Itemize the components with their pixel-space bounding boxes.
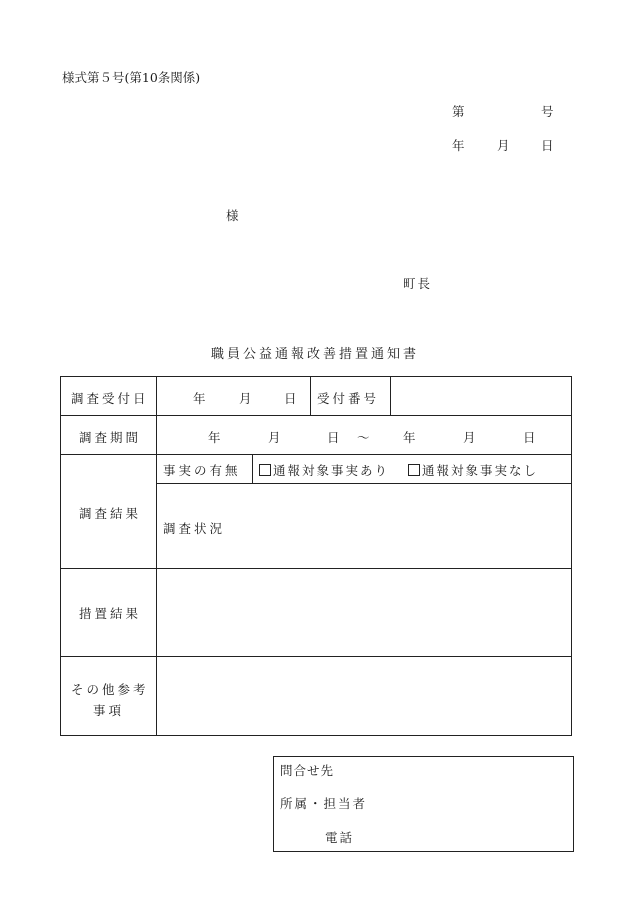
checkbox-icon[interactable]: [259, 464, 271, 476]
row-divider: [61, 568, 571, 569]
row-divider: [61, 454, 571, 455]
option-fact-none-label: 通報対象事実なし: [422, 463, 539, 478]
period-end-month: 月: [463, 430, 479, 445]
notice-form-table: [60, 376, 572, 736]
option-fact-exists-label: 通報対象事実あり: [273, 463, 390, 478]
option-fact-none[interactable]: [408, 461, 538, 479]
receipt-date-day: 日: [284, 391, 300, 406]
document-number-prefix: 第: [452, 104, 465, 119]
period-start-month: 月: [268, 430, 284, 445]
contact-heading: 問合せ先: [280, 763, 335, 778]
option-fact-exists[interactable]: [259, 461, 389, 479]
contact-phone-label: 電話: [325, 830, 355, 845]
issue-date-day: 日: [541, 138, 554, 153]
period-start-year: 年: [208, 430, 224, 445]
other-notes-label-line1: その他参考: [71, 682, 149, 697]
label-column-divider: [156, 377, 157, 736]
receipt-date-month: 月: [239, 391, 255, 406]
cell-divider: [310, 377, 311, 415]
receipt-date-year: 年: [193, 391, 209, 406]
other-notes-label-line2: 事項: [93, 703, 125, 718]
survey-period-label: 調査期間: [79, 430, 142, 445]
measure-result-label: 措置結果: [79, 606, 142, 621]
period-start-day: 日: [327, 430, 343, 445]
document-number-suffix: 号: [541, 104, 554, 119]
period-end-day: 日: [523, 430, 539, 445]
fact-existence-label: 事実の有無: [163, 463, 241, 478]
period-tilde: ～: [357, 430, 373, 445]
issue-date-month: 月: [497, 138, 510, 153]
document-title: 職員公益通報改善措置通知書: [210, 347, 419, 362]
form-number-label: 様式第５号(第10条関係): [62, 70, 201, 85]
contact-department-label: 所属・担当者: [280, 796, 368, 811]
sender-title: 町長: [403, 276, 433, 291]
period-end-year: 年: [403, 430, 419, 445]
cell-divider: [390, 377, 391, 415]
checkbox-icon[interactable]: [408, 464, 420, 476]
survey-result-label: 調査結果: [79, 506, 142, 521]
row-divider: [61, 656, 571, 657]
survey-status-label: 調査状況: [163, 521, 226, 536]
receipt-date-label: 調査受付日: [71, 391, 149, 406]
cell-divider: [252, 454, 253, 483]
receipt-number-field[interactable]: [396, 385, 566, 409]
row-divider: [61, 415, 571, 416]
contact-info-box: [273, 756, 574, 852]
receipt-number-label: 受付番号: [317, 391, 380, 406]
addressee-honorific: 様: [226, 208, 239, 223]
row-divider: [156, 483, 571, 484]
issue-date-year: 年: [452, 138, 465, 153]
